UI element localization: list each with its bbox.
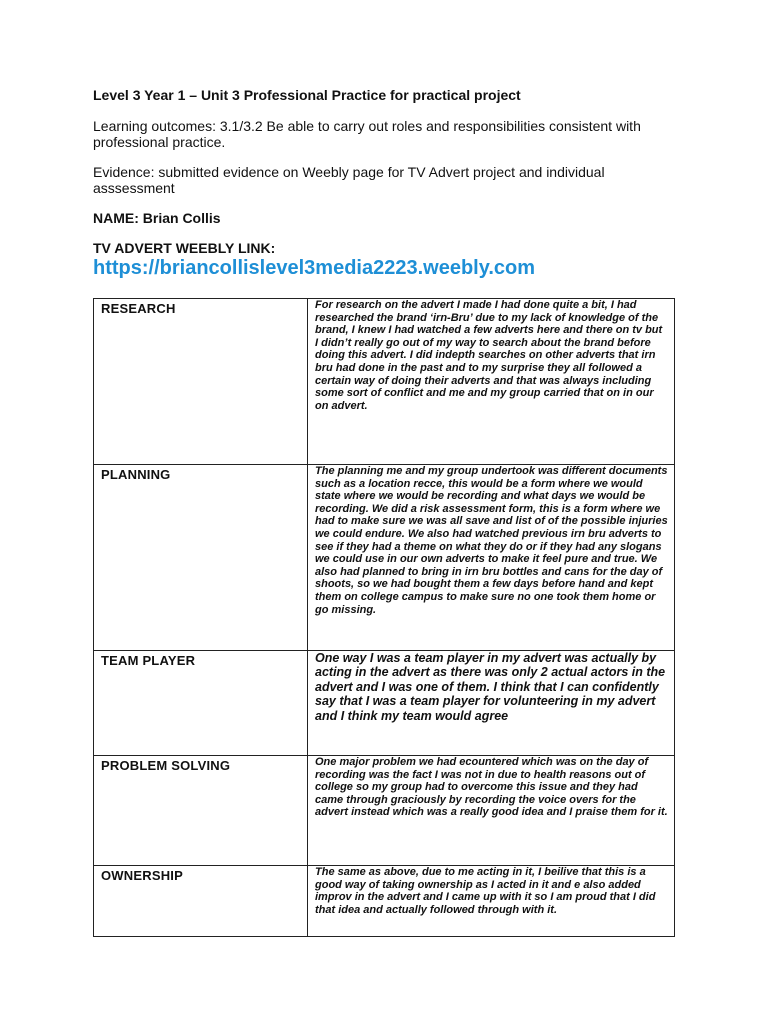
row-content [308,756,675,866]
row-text: The planning me and my group undertook was different documents such as a location recce, this would be a form where we would state where we would be recording and what days we would be recording. We did a risk assessment form, this is a form where we had to make sure we was all save and list of of the possible injuries we could endure. We also had watched previous irn bru adverts to see if they had a theme on what they do or if they had any slogans we could use in our own adverts to make it feel pure and true. We also had planned to bring in irn bru bottles and cans for the day of shoots, so we had bought them a few days before hand and kept them on college campus to make sure no one took them home or go missing. [315,465,668,616]
row-label: TEAM PLAYER [94,651,308,756]
table-row-team-player [94,651,675,756]
evidence-text: Evidence: submitted evidence on Weebly page for TV Advert project and individual asssessment [93,164,605,196]
table-row-ownership [94,866,675,937]
weebly-link-label: TV ADVERT WEEBLY LINK: [93,240,276,256]
document-heading: Level 3 Year 1 – Unit 3 Professional Practice for practical project [93,87,521,103]
row-content [308,299,675,465]
row-label: PLANNING [94,465,308,651]
row-text: One major problem we had ecountered which was on the day of recording was the fact I was not in due to health reasons out of college so my group had to overcome this issue and they had came through graciously by recording the voice overs for the advert instead which was a really good idea and I praise them for it. [315,756,668,819]
row-text: The same as above, due to me acting in it, I beilive that this is a good way of taking ownership as I acted in it and e also added improv in the advert and I came up with it so I am proud that I did that idea and actually followed through with it. [315,866,656,916]
row-label: RESEARCH [94,299,308,465]
table-row-research [94,299,675,465]
student-name: NAME: Brian Collis [93,210,221,226]
table-row-problem-solving [94,756,675,866]
table-row-planning [94,465,675,651]
row-label: PROBLEM SOLVING [94,756,308,866]
learning-outcomes-text: Learning outcomes: 3.1/3.2 Be able to carry out roles and responsibilities consistent with professional practice. [93,118,641,150]
row-text: For research on the advert I made I had done quite a bit, I had researched the brand ‘irn-Bru’ due to my lack of knowledge of the brand, I knew I had watched a few adverts here and there on tv but I didn’t really go out of my way to search about the brand before doing this advert. I did indepth searches on other adverts that irn bru had done in the past and to my surprise they all followed a certain way of doing their adverts and that was always including some sort of conflict and me and my group carried that on in our on advert. [315,299,663,412]
weebly-link[interactable]: https://briancollislevel3media2223.weebly.com [93,257,536,279]
row-text: One way I was a team player in my advert was actually by acting in the advert as there was only 2 actual actors in the advert and I was one of them. I think that I can confidently say that I was a team player for volunteering in my advert and I think my team would agree [315,651,666,723]
evidence-table [93,298,675,937]
row-content [308,866,675,937]
row-label: OWNERSHIP [94,866,308,937]
row-content [308,651,675,756]
row-content [308,465,675,651]
